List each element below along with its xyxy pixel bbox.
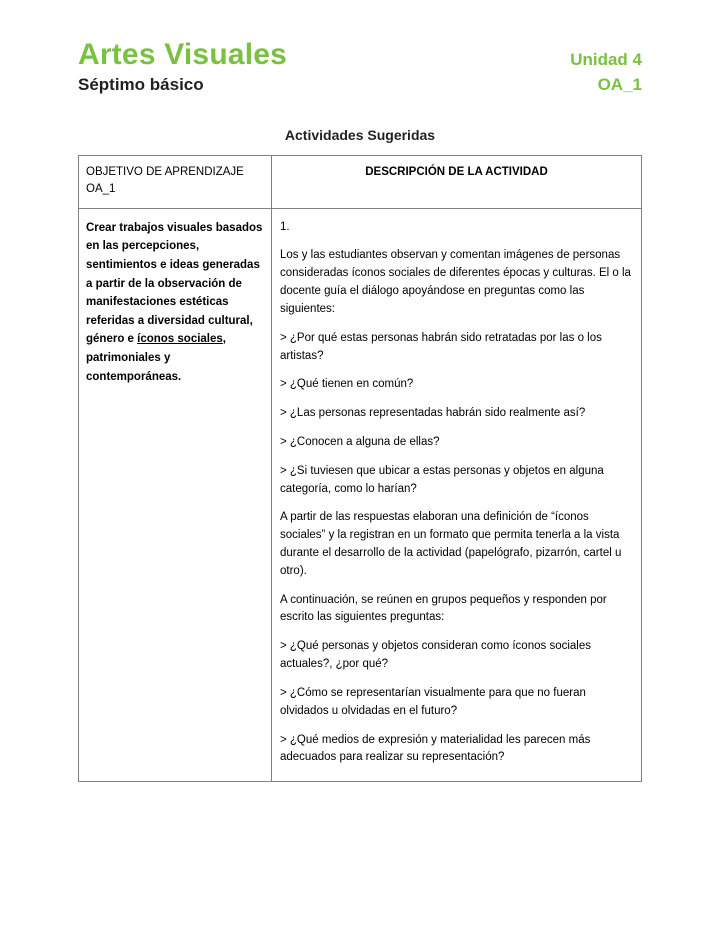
header-right-group <box>570 38 642 97</box>
objective-text-part2: , patrimoniales y contemporáneas. <box>86 333 226 383</box>
activity-paragraph: > ¿Qué tienen en común? <box>280 378 414 391</box>
activity-paragraph: > ¿Por qué estas personas habrán sido retratadas por las o los artistas? <box>280 331 602 362</box>
column-header-description: DESCRIPCIÓN DE LA ACTIVIDAD <box>272 156 642 208</box>
activity-paragraph: > ¿Las personas representadas habrán sido realmente así? <box>280 407 586 420</box>
activity-number: 1. <box>280 220 290 233</box>
unit-label: Unidad 4 <box>570 50 642 69</box>
activity-paragraph: > ¿Si tuviesen que ubicar a estas personas y objetos en alguna categoría, como lo harían? <box>280 464 604 495</box>
activity-paragraph: > ¿Conocen a alguna de ellas? <box>280 435 440 448</box>
objective-text-underlined: íconos sociales <box>137 333 223 346</box>
activities-table <box>78 155 642 782</box>
activity-paragraph: > ¿Cómo se representarían visualmente para que no fueran olvidados u olvidadas en el futuro? <box>280 686 586 717</box>
page-title: Artes Visuales <box>78 38 288 71</box>
table-row <box>79 208 642 782</box>
description-cell <box>272 208 642 782</box>
objective-cell <box>79 208 272 782</box>
document-header <box>78 38 642 97</box>
activity-paragraph: Los y las estudiantes observan y comentan imágenes de personas consideradas íconos sociales de diferentes épocas y culturas. El o la docente guía el diálogo apoyándose en preguntas como las siguientes: <box>280 249 631 315</box>
objective-text-part1: Crear trabajos visuales basados en las percepciones, sentimientos e ideas generadas a partir de la observación de manifestaciones estéticas referidas a diversidad cultural, género e <box>86 221 263 346</box>
activity-paragraph: A partir de las respuestas elaboran una definición de “íconos sociales” y la registran en un formato que permita tenerla a la vista durante el desarrollo de la actividad (papelógrafo, pizarrón, cartel u otro). <box>280 511 622 577</box>
activity-paragraph: > ¿Qué personas y objetos consideran como íconos sociales actuales?, ¿por qué? <box>280 640 591 671</box>
page-subtitle: Séptimo básico <box>78 74 204 94</box>
column-header-objective: OBJETIVO DE APRENDIZAJE OA_1 <box>79 156 272 208</box>
table-body <box>79 208 642 782</box>
table-head <box>79 156 642 208</box>
section-title: Actividades Sugeridas <box>284 127 436 144</box>
table-header-row <box>79 156 642 208</box>
oa-label: OA_1 <box>597 74 642 94</box>
activity-paragraph: A continuación, se reúnen en grupos pequeños y responden por escrito las siguientes preguntas: <box>280 593 607 624</box>
header-left-group <box>78 38 287 95</box>
activity-paragraph: > ¿Qué medios de expresión y materialidad les parecen más adecuados para realizar su representación? <box>280 733 591 764</box>
